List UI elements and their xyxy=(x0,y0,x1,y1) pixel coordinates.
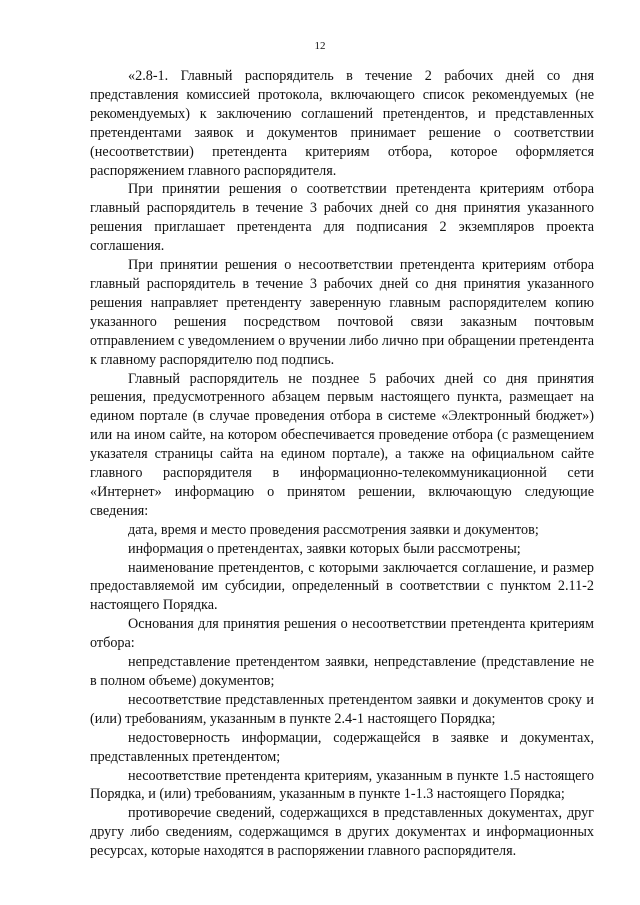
list-item-ground-deadline-requirements: несоответствие представленных претендентом заявки и документов сроку и (или) требованиям, указанным в пункте 2.4-1 настоящего Порядка; xyxy=(90,691,594,727)
document-body xyxy=(90,67,594,861)
paragraph-decision-on-compliance: «2.8-1. Главный распорядитель в течение 2 рабочих дней со дня представления комиссией протокола, включающего список рекомендуемых (не рекомендуемых) к заключению соглашений претендентов, и представленных претендентами заявок и документов принимает решение о соответствии (несоответствии) претендента критериям отбора, которое оформляется распоряжением главного распорядителя. xyxy=(90,68,594,179)
list-item-ground-contradictions: противоречие сведений, содержащихся в представленных документах, друг другу либо сведениям, содержащимся в других документах и информационных ресурсах, которые находятся в распоряжении главного распорядителя. xyxy=(90,805,594,860)
list-item-ground-unreliable-info: недостоверность информации, содержащейся в заявке и документах, представленных претендентом; xyxy=(90,729,594,765)
paragraph-publication-of-decision: Главный распорядитель не позднее 5 рабочих дней со дня принятия решения, предусмотренного абзацем первым настоящего пункта, размещает на едином портале (в случае проведения отбора в системе «Электронный бюджет») или на ином сайте, на котором обеспечивается проведение отбора (с размещением указателя страницы сайта на едином портале), а также на официальном сайте главного распорядителя в информационно-телекоммуникационной сети «Интернет» информацию о принятом решении, включающую следующие сведения: xyxy=(90,370,594,519)
list-item-date-time-place: дата, время и место проведения рассмотрения заявки и документов; xyxy=(128,521,539,538)
page-number: 12 xyxy=(314,40,326,52)
list-item-ground-missing-application: непредставление претендентом заявки, непредставление (представление не в полном объеме) документов; xyxy=(90,654,594,689)
paragraph-invitation-to-sign: При принятии решения о соответствии претендента критериям отбора главный распорядитель в течение 3 рабочих дней со дня принятия указанного решения приглашает претендента для подписания 2 экземпляров проекта соглашения. xyxy=(90,181,594,255)
list-item-applicants-info: информация о претендентах, заявки которых были рассмотрены; xyxy=(128,540,521,557)
list-item-subsidy-recipients: наименование претендентов, с которыми заключается соглашение, и размер предоставляемой им субсидии, определенный в соответствии с пунктом 2.11-2 настоящего Порядка. xyxy=(90,559,594,614)
paragraph-notice-of-noncompliance: При принятии решения о несоответствии претендента критериям отбора главный распорядитель в течение 3 рабочих дней со дня принятия указанного решения направляет претенденту заверенную главным распорядителем копию указанного решения посредством почтовой связи заказным почтовым отправлением с уведомлением о вручении либо лично при обращении претендента к главному распорядителю под подпись. xyxy=(90,257,594,368)
paragraph-grounds-heading: Основания для принятия решения о несоответствии претендента критериям отбора: xyxy=(90,616,594,652)
list-item-ground-criteria-mismatch: несоответствие претендента критериям, указанным в пункте 1.5 настоящего Порядка, и (или) требованиям, указанным в пункте 1-1.3 настоящего Порядка; xyxy=(90,767,594,803)
